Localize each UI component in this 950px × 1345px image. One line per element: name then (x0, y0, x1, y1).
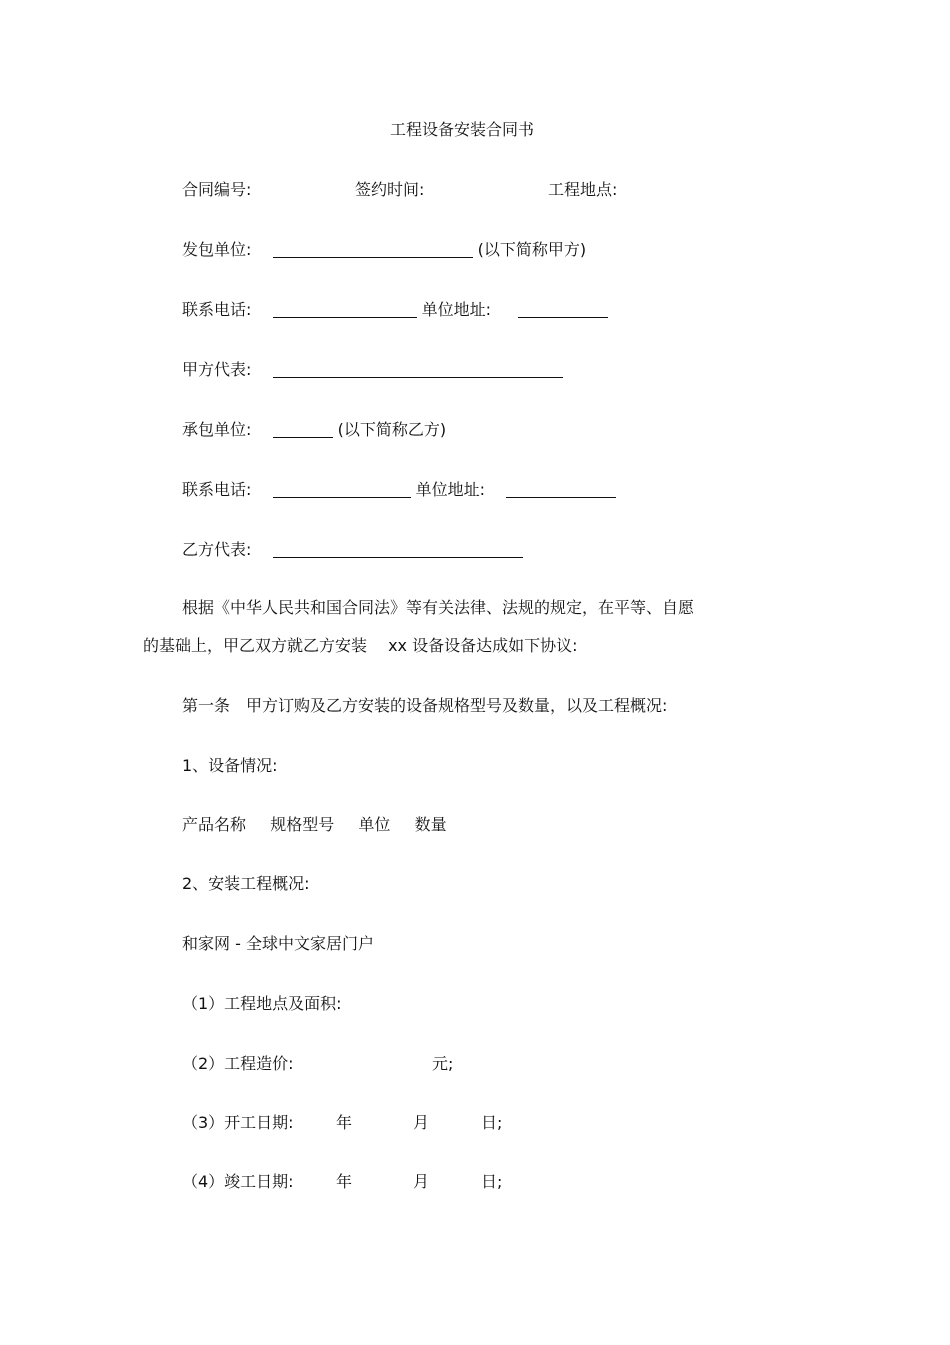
watermark-text: 和家网 - 全球中文家居门户 (182, 934, 374, 953)
party-b-address-blank (506, 481, 616, 498)
party-b-unit-label: 承包单位: (182, 420, 252, 439)
party-a-unit-row (182, 240, 586, 260)
project-cost-unit: 元; (432, 1054, 454, 1073)
project-overview-heading: 2、安装工程概况: (182, 874, 310, 893)
party-a-contact-row (182, 300, 608, 320)
party-a-unit-label: 发包单位: (182, 240, 252, 259)
start-date-day: 日; (481, 1113, 503, 1132)
party-b-unit-blank (273, 421, 333, 438)
party-b-rep-label: 乙方代表: (182, 540, 252, 559)
project-cost-label: （2）工程造价: (182, 1054, 294, 1073)
start-date-year: 年 (336, 1113, 353, 1132)
equipment-columns-row (182, 815, 447, 835)
party-b-contact-row (182, 480, 616, 500)
column-unit: 单位 (358, 815, 391, 834)
party-a-unit-suffix: (以下简称甲方) (477, 240, 587, 259)
party-a-rep-row (182, 360, 563, 380)
start-date-label: （3）开工日期: (182, 1113, 294, 1132)
equipment-item-heading: 1、设备情况: (182, 756, 278, 775)
intro-line-1: 根据《中华人民共和国合同法》等有关法律、法规的规定，在平等、自愿 (182, 598, 695, 617)
completion-date-month: 月 (413, 1172, 430, 1191)
party-a-rep-blank (273, 361, 563, 378)
party-b-phone-blank (273, 481, 411, 498)
party-a-address-label: 单位地址: (421, 300, 491, 319)
party-b-unit-row (182, 420, 446, 440)
contract-number-label: 合同编号: (182, 180, 252, 199)
article-1-heading: 第一条 甲方订购及乙方安装的设备规格型号及数量，以及工程概况: (182, 696, 668, 715)
party-a-unit-blank (273, 241, 473, 258)
completion-date-label: （4）竣工日期: (182, 1172, 294, 1191)
completion-date-year: 年 (336, 1172, 353, 1191)
start-date-month: 月 (413, 1113, 430, 1132)
party-b-unit-suffix: (以下简称乙方) (337, 420, 447, 439)
party-b-rep-row (182, 540, 523, 560)
party-a-phone-blank (273, 301, 417, 318)
project-cost-row (182, 1054, 294, 1074)
document-title: 工程设备安装合同书 (390, 120, 535, 139)
completion-date-day: 日; (481, 1172, 503, 1191)
column-product-name: 产品名称 (182, 815, 247, 834)
column-spec-model: 规格型号 (270, 815, 335, 834)
site-area-item: （1）工程地点及面积: (182, 994, 342, 1013)
project-site-label: 工程地点: (548, 180, 618, 199)
intro-line-2: 的基础上，甲乙双方就乙方安装 xx 设备设备达成如下协议: (143, 636, 578, 655)
column-quantity: 数量 (414, 815, 447, 834)
party-b-phone-label: 联系电话: (182, 480, 252, 499)
party-a-address-blank (518, 301, 608, 318)
party-a-rep-label: 甲方代表: (182, 360, 252, 379)
party-b-rep-blank (273, 541, 523, 558)
party-a-phone-label: 联系电话: (182, 300, 252, 319)
sign-time-label: 签约时间: (355, 180, 425, 199)
party-b-address-label: 单位地址: (415, 480, 485, 499)
